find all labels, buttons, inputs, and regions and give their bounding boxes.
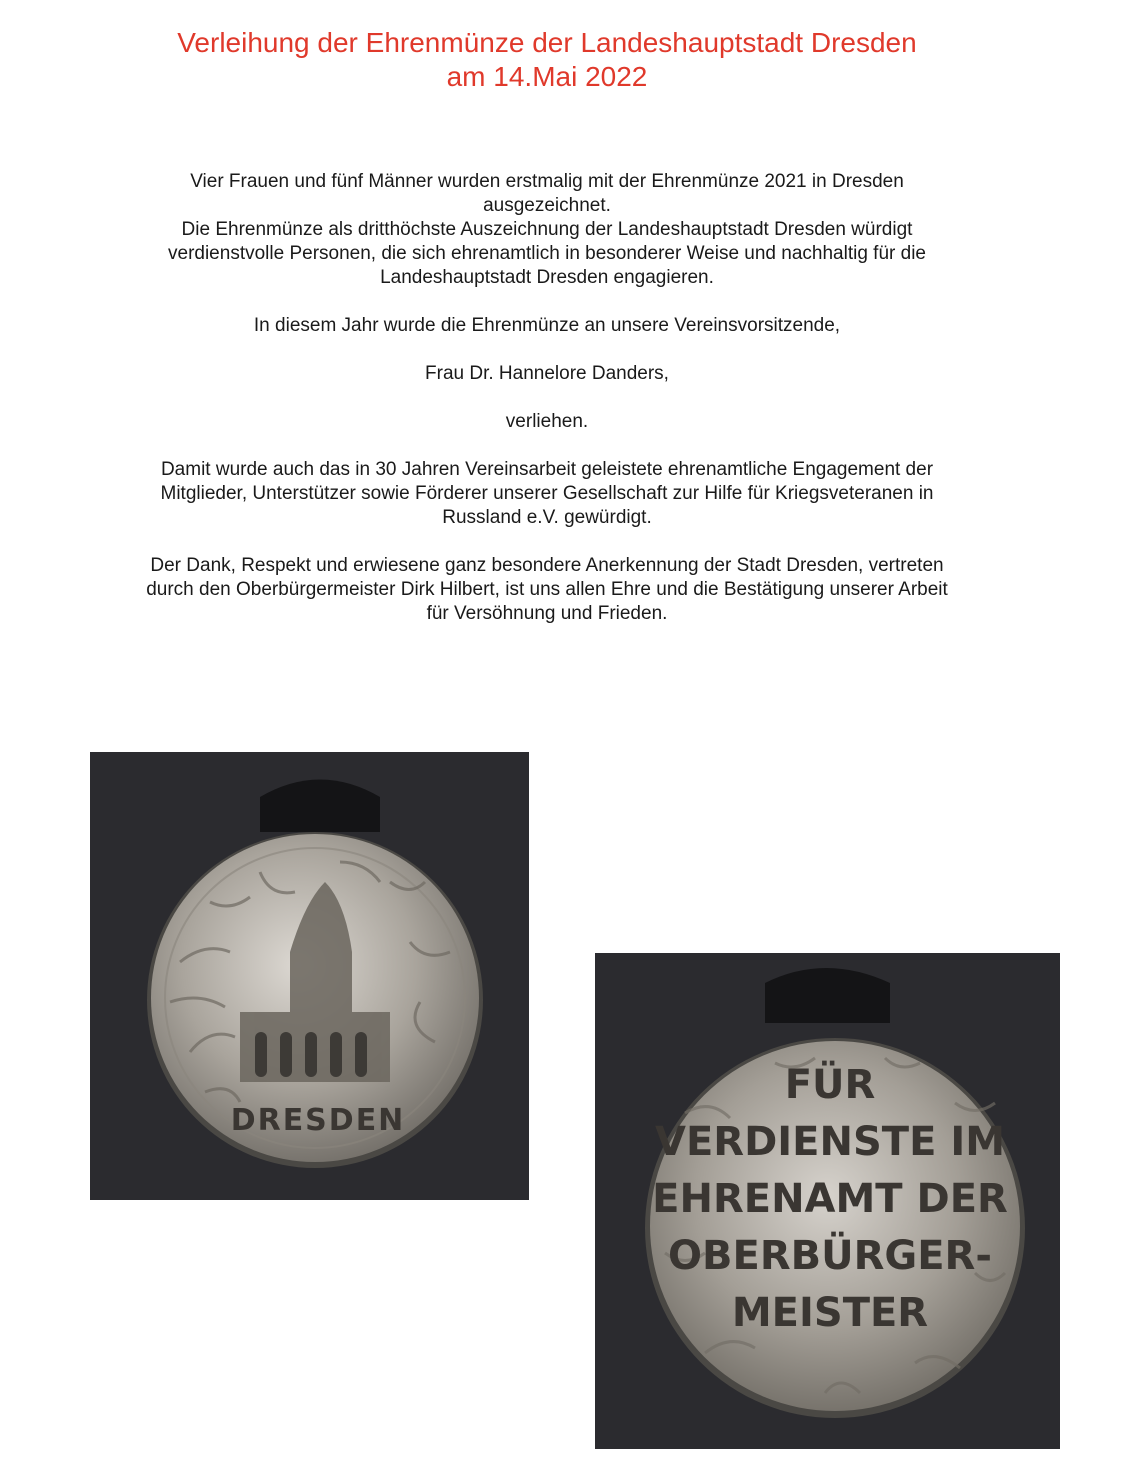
text-line: ausgezeichnet.: [483, 195, 611, 216]
text-line: Russland e.V. gewürdigt.: [442, 507, 652, 528]
text-line: verliehen.: [505, 411, 589, 432]
title-line-1: Verleihung der Ehrenmünze der Landeshauptstadt Dresden: [177, 27, 917, 58]
paragraph-awarded: [0, 410, 1094, 434]
text-line: für Versöhnung und Frieden.: [426, 603, 668, 624]
text-line: Der Dank, Respekt und erwiesene ganz besondere Anerkennung der Stadt Dresden, vertreten: [150, 555, 944, 576]
text-line: Mitglieder, Unterstützer sowie Förderer unserer Gesellschaft zur Hilfe für Kriegsveteranen in: [160, 483, 934, 504]
text-line: In diesem Jahr wurde die Ehrenmünze an unsere Vereinsvorsitzende,: [253, 315, 841, 336]
coin-back-line-4: OBERBÜRGER-: [668, 1233, 992, 1279]
coin-back-line-1: FÜR: [784, 1062, 876, 1108]
title-line-2: am 14.Mai 2022: [446, 61, 648, 92]
coin-back-photo: [595, 953, 1060, 1449]
page-title: [0, 26, 1094, 94]
paragraph-engagement: [0, 458, 1094, 530]
text-line: Die Ehrenmünze als dritthöchste Auszeichnung der Landeshauptstadt Dresden würdigt: [181, 219, 913, 240]
text-line: Landeshauptstadt Dresden engagieren.: [380, 267, 714, 288]
text-line: Damit wurde auch das in 30 Jahren Vereinsarbeit geleistete ehrenamtliche Engagement der: [160, 459, 934, 480]
text-line: durch den Oberbürgermeister Dirk Hilbert, ist uns allen Ehre und die Bestätigung unserer Arbeit: [146, 579, 948, 600]
recipient-name: Frau Dr. Hannelore Danders,: [425, 363, 669, 384]
article-body: [0, 170, 1094, 650]
text-line: verdienstvolle Personen, die sich ehrenamtlich in besonderer Weise und nachhaltig für die: [168, 243, 926, 264]
paragraph-recipient: [0, 362, 1094, 386]
coin-back-line-3: EHRENAMT DER: [652, 1176, 1008, 1222]
coin-front-inscription: DRESDEN: [230, 1103, 406, 1138]
paragraph-thanks: [0, 554, 1094, 626]
coin-back-line-2: VERDIENSTE IM: [655, 1119, 1005, 1165]
coin-back-line-5: MEISTER: [731, 1290, 929, 1336]
text-line: Vier Frauen und fünf Männer wurden erstmalig mit der Ehrenmünze 2021 in Dresden: [190, 171, 904, 192]
paragraph-award: [0, 314, 1094, 338]
coin-front-photo: [90, 752, 529, 1200]
paragraph-intro: [0, 170, 1094, 290]
